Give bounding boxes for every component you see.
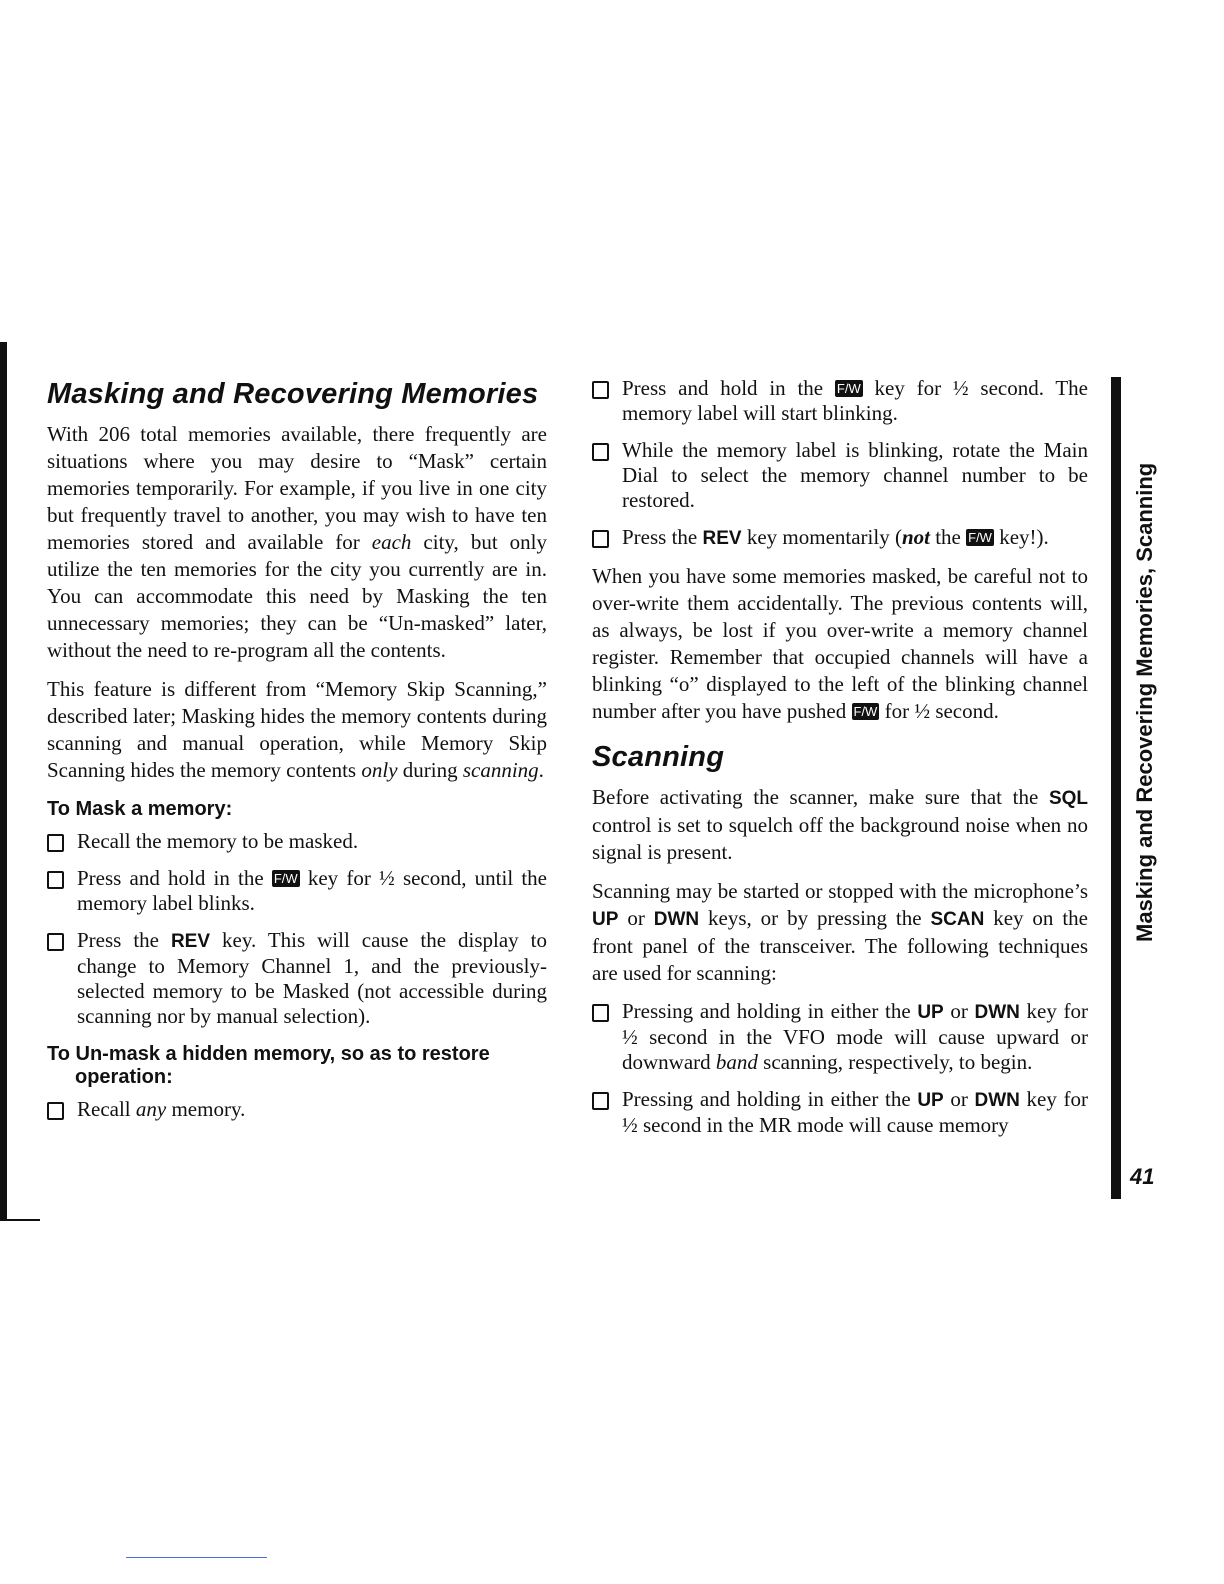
dwn-key-label: DWN (974, 1002, 1020, 1023)
up-key-label: UP (592, 909, 619, 930)
list-item: Press and hold in the F/W key for ½ second. The memory label will start blinking. (592, 376, 1088, 426)
binding-edge-bar (0, 342, 7, 1220)
fw-key-icon: F/W (968, 530, 992, 545)
paragraph-difference: This feature is different from “Memory Skip Scanning,” described later; Masking hides the memory contents during scanning and manual operation, while Memory Skip Scanning hides the memory contents only during scanning. (47, 677, 547, 782)
page-number: 41 (1130, 1164, 1155, 1189)
subheading-mask: To Mask a memory: (47, 798, 233, 820)
checkbox-icon (47, 834, 64, 852)
paragraph-sql: Before activating the scanner, make sure that the SQL control is set to squelch off the background noise when no signal is present. (592, 785, 1088, 864)
dwn-key-label: DWN (974, 1090, 1020, 1111)
list-item: Press the REV key momentarily (not the F/W key!). (592, 525, 1088, 551)
checkbox-icon (592, 1004, 609, 1022)
paragraph-intro: With 206 total memories available, there frequently are situations where you may desire to “Mask” certain memories temporarily. For example, if you live in one city but frequently travel to another, you may wish to have ten memories stored and available for each city, but only utilize the ten memories for the city you currently are in. You can accommodate this need by Masking the ten unnecessary memories; they can be “Un-masked” later, without the need to re-program all the contents. (47, 422, 547, 662)
list-item: Recall any memory. (47, 1097, 547, 1122)
left-column (47, 376, 547, 1134)
up-key-label: UP (917, 1090, 944, 1111)
checkbox-icon (47, 1102, 64, 1120)
checkbox-icon (47, 871, 64, 889)
section-heading-masking: Masking and Recovering Memories (47, 378, 539, 410)
side-tab-bar (1111, 377, 1121, 1199)
list-item: Pressing and holding in either the UP or DWN key for ½ second in the VFO mode will cause upward or downward band scanning, respectively, to begin. (592, 999, 1088, 1075)
rev-key-label: REV (170, 931, 211, 952)
list-item: Recall the memory to be masked. (47, 829, 547, 854)
rev-key-label: REV (702, 528, 742, 549)
checkbox-icon (592, 530, 609, 548)
dwn-key-label: DWN (653, 909, 700, 930)
paragraph-caution: When you have some memories masked, be careful not to over-write them accidentally. The previous contents will, as always, be lost if you over-write a memory channel register. Remember that occupied channels will have a blinking “o” displayed to the left of the blinking channel number after you have pushed F/W for ½ second. (592, 564, 1088, 723)
footer-rule (126, 1557, 267, 1558)
sql-key-label: SQL (1048, 788, 1088, 809)
binding-edge-foot (0, 1219, 40, 1221)
scan-key-label: SCAN (930, 909, 985, 930)
right-column (592, 376, 1088, 1150)
checkbox-icon (47, 933, 64, 951)
checkbox-icon (592, 1092, 609, 1110)
list-item: Press and hold in the F/W key for ½ second, until the memory label blinks. (47, 866, 547, 916)
up-key-label: UP (917, 1002, 944, 1023)
fw-key-icon: F/W (836, 381, 861, 396)
list-item: Pressing and holding in either the UP or DWN key for ½ second in the MR mode will cause memory (592, 1087, 1088, 1138)
checkbox-icon (592, 381, 609, 399)
fw-key-icon: F/W (853, 704, 878, 719)
section-heading-scanning: Scanning (592, 741, 725, 773)
list-item: While the memory label is blinking, rotate the Main Dial to select the memory channel number to be restored. (592, 438, 1088, 513)
list-item: Press the REV key. This will cause the display to change to Memory Channel 1, and the previously-selected memory to be Masked (not accessible during scanning nor by manual selection). (47, 928, 547, 1029)
subheading-unmask: To Un-mask a hidden memory, so as to restore operation: (47, 1043, 490, 1088)
fw-key-icon: F/W (273, 871, 298, 886)
checkbox-icon (592, 443, 609, 461)
side-tab-label: Masking and Recovering Memories, Scanning (1132, 462, 1157, 942)
paragraph-scan-start: Scanning may be started or stopped with the microphone’s UP or DWN keys, or by pressing the SCAN key on the front panel of the transceiver. The following techniques are used for scanning: (592, 879, 1088, 985)
